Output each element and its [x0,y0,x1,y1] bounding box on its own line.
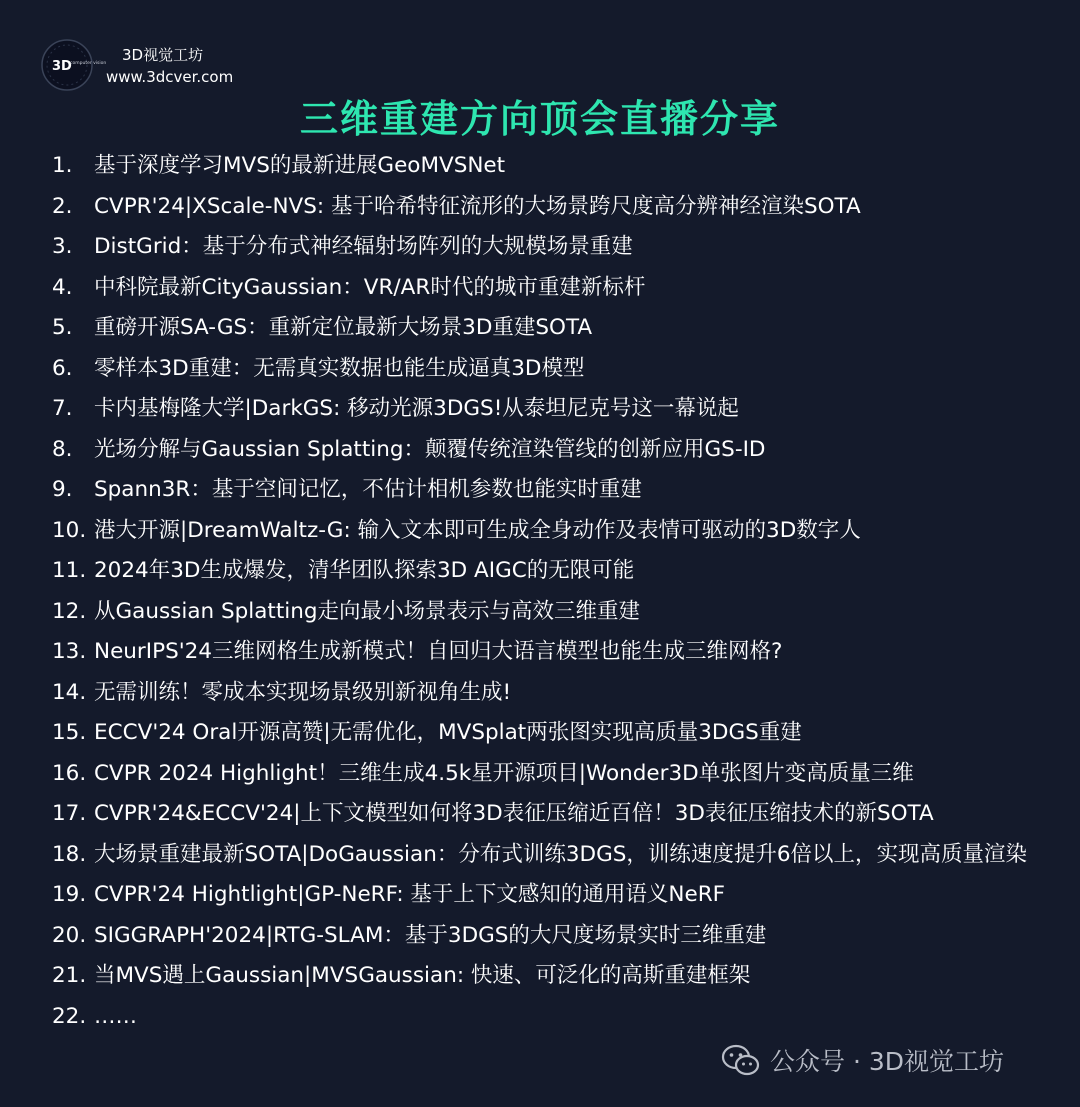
brand-name: 3D视觉工坊 [122,46,204,64]
list-item [52,268,1062,309]
item-number: 22. [52,1003,87,1029]
item-text: 基于深度学习MVS的最新进展GeoMVSNet [94,153,506,178]
item-number: 20. [52,922,87,948]
item-number: 14. [52,679,87,705]
list-item [52,511,1062,552]
item-number: 9. [52,477,73,502]
list-item [52,349,1062,390]
logo-icon [40,38,107,92]
item-text: …… [94,1003,137,1029]
list-item [52,794,1062,835]
share-list [52,146,1062,1037]
list-item [52,470,1062,511]
watermark-text: 公众号 · 3D视觉工坊 [770,1047,1004,1076]
item-text: CVPR'24|XScale-NVS: 基于哈希特征流形的大场景跨尺度高分辨神经渲染SOTA [94,193,861,219]
item-text: 当MVS遇上Gaussian|MVSGaussian: 快速、可泛化的高斯重建框架 [94,963,751,988]
item-text: 从Gaussian Splatting走向最小场景表示与高效三维重建 [94,598,641,624]
item-number: 18. [52,841,87,867]
item-text: SIGGRAPH'2024|RTG-SLAM：基于3DGS的大尺度场景实时三维重建 [94,922,767,948]
list-item [52,551,1062,592]
item-text: 2024年3D生成爆发，清华团队探索3D AIGC的无限可能 [94,558,635,583]
item-text: NeurIPS'24三维网格生成新模式！自回归大语言模型也能生成三维网格? [94,639,783,664]
list-item [52,956,1062,997]
item-number: 7. [52,396,73,421]
wechat-icon [722,1044,760,1076]
item-text: Spann3R：基于空间记忆，不估计相机参数也能实时重建 [94,477,642,502]
item-number: 2. [52,193,73,219]
brand-url: www.3dcver.com [106,68,234,86]
item-number: 13. [52,639,87,664]
item-number: 17. [52,801,87,826]
item-number: 19. [52,882,87,907]
item-text: 大场景重建最新SOTA|DoGaussian：分布式训练3DGS，训练速度提升6倍以上，实现高质量渲染 [94,841,1028,867]
logo-text: 3D [52,59,72,74]
list-item [52,187,1062,228]
item-number: 6. [52,355,73,381]
page-title: 三维重建方向顶会直播分享 [299,97,780,141]
logo-subtext: computer vision [70,61,107,66]
list-item [52,875,1062,916]
item-number: 3. [52,234,73,259]
brand-logo [40,38,107,92]
watermark [722,1042,1004,1078]
item-text: CVPR 2024 Highlight！三维生成4.5k星开源项目|Wonder3D单张图片变高质量三维 [94,760,914,786]
item-text: CVPR'24 Hightlight|GP-NeRF: 基于上下文感知的通用语义NeRF [94,882,726,907]
item-number: 15. [52,720,87,745]
item-number: 21. [52,963,87,988]
list-item [52,227,1062,268]
item-text: 中科院最新CityGaussian：VR/AR时代的城市重建新标杆 [94,274,646,300]
list-item [52,713,1062,754]
item-number: 10. [52,517,87,543]
item-text: DistGrid：基于分布式神经辐射场阵列的大规模场景重建 [94,234,633,259]
list-item [52,916,1062,957]
item-text: 重磅开源SA-GS：重新定位最新大场景3D重建SOTA [94,315,593,340]
list-item [52,997,1062,1038]
item-text: 卡内基梅隆大学|DarkGS: 移动光源3DGS!从泰坦尼克号这一幕说起 [94,396,739,421]
list-item [52,146,1062,187]
item-number: 5. [52,315,73,340]
item-text: 光场分解与Gaussian Splatting：颠覆传统渲染管线的创新应用GS-ID [94,436,766,462]
list-item [52,673,1062,714]
list-item [52,430,1062,471]
list-item [52,308,1062,349]
list-item [52,592,1062,633]
item-text: 零样本3D重建：无需真实数据也能生成逼真3D模型 [94,355,585,381]
item-number: 16. [52,760,87,786]
item-number: 1. [52,153,73,178]
item-number: 4. [52,274,73,300]
item-text: 无需训练！零成本实现场景级别新视角生成! [94,679,512,705]
list-item [52,632,1062,673]
item-number: 8. [52,436,73,462]
list-item [52,835,1062,876]
list-item [52,389,1062,430]
item-number: 12. [52,598,87,624]
item-text: CVPR'24&ECCV'24|上下文模型如何将3D表征压缩近百倍！3D表征压缩技术的新SOTA [94,801,934,826]
list-item [52,754,1062,795]
item-text: 港大开源|DreamWaltz-G: 输入文本即可生成全身动作及表情可驱动的3D数字人 [94,517,861,543]
item-text: ECCV'24 Oral开源高赞|无需优化，MVSplat两张图实现高质量3DGS重建 [94,720,802,745]
item-number: 11. [52,558,87,583]
